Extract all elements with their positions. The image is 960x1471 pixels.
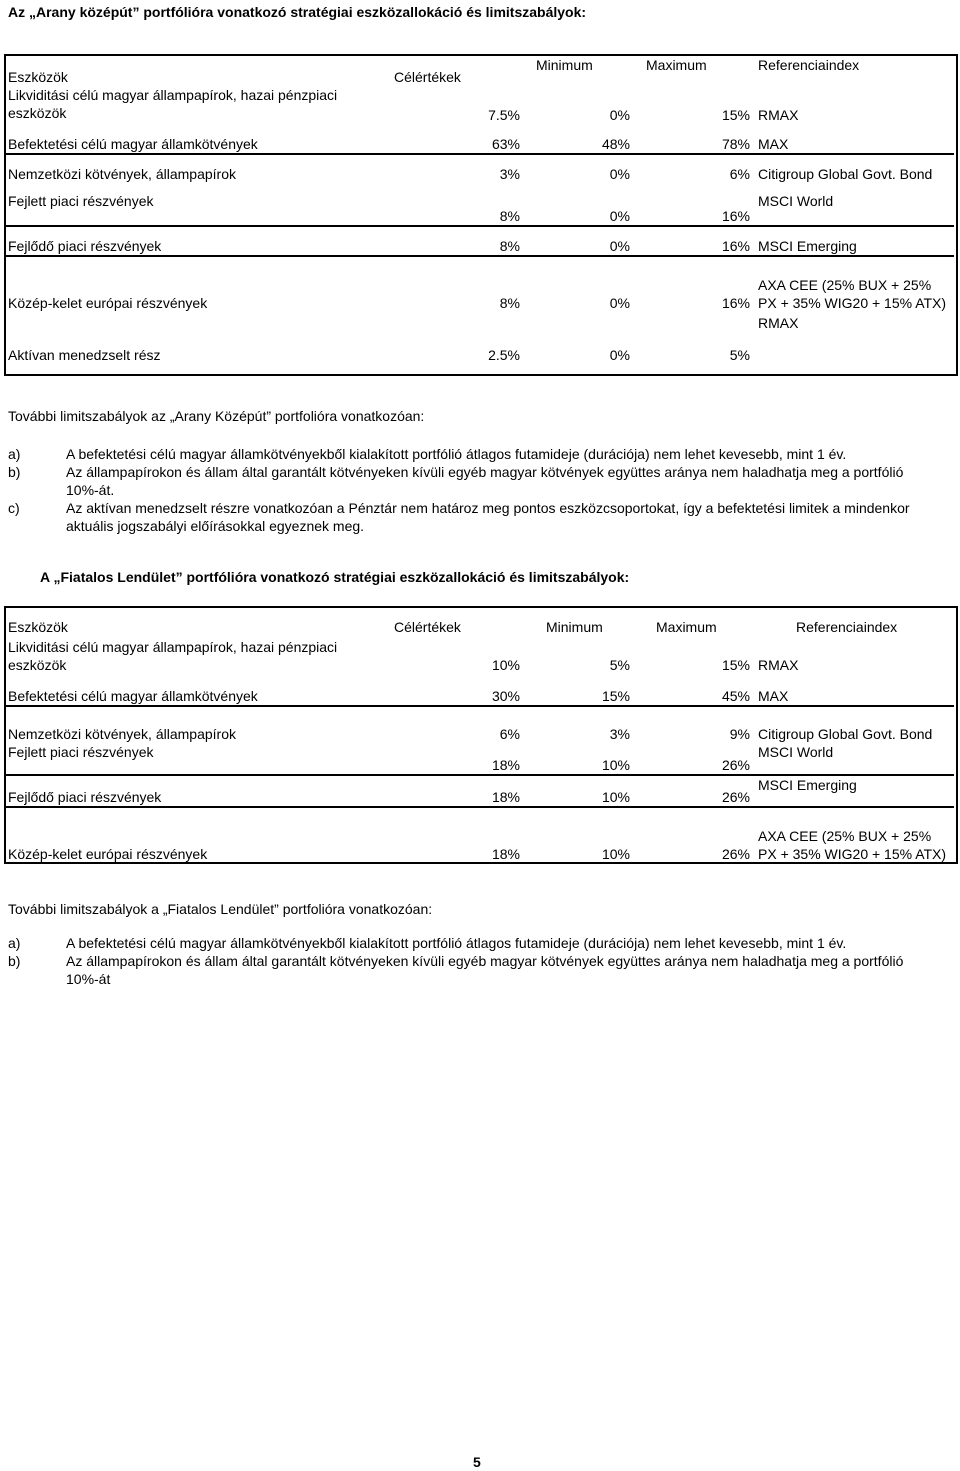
list-item <box>8 934 938 952</box>
table-row <box>4 775 954 807</box>
row-target: 30% <box>491 688 520 704</box>
row-min: 0% <box>524 226 634 256</box>
row-min: 10% <box>601 757 630 773</box>
row-ref: MSCI Emerging <box>754 775 954 807</box>
row-asset: Fejlődő piaci részvények <box>4 226 384 256</box>
row-max: 26% <box>634 807 754 863</box>
section1-allocation-table <box>4 56 954 364</box>
header-target: Célértékek <box>394 69 461 85</box>
section2-allocation-table <box>4 610 954 863</box>
row-asset: Likviditási célú magyar állampapírok, hazai pénzpiaci eszközök <box>8 639 338 673</box>
table-header-row <box>4 56 954 86</box>
row-target: 18% <box>384 807 524 863</box>
table-row <box>4 312 954 364</box>
row-max: 26% <box>721 757 750 773</box>
table-row <box>4 706 954 743</box>
row-target: 63% <box>491 136 520 152</box>
row-min: 10% <box>524 775 634 807</box>
header-target: Célértékek <box>394 619 461 635</box>
table-row <box>4 86 954 124</box>
row-min: 0% <box>609 208 630 224</box>
row-ref: AXA CEE (25% BUX + 25% PX + 35% WIG20 + 15% ATX) <box>754 807 954 863</box>
list-text: A befektetési célú magyar államkötvényekből kialakított portfólió átlagos futamideje (durációja) nem lehet kevesebb, mint 1 év. <box>66 446 847 462</box>
list-marker: a) <box>8 446 21 462</box>
row-max: 45% <box>721 688 750 704</box>
row-ref: Citigroup Global Govt. Bond <box>754 154 954 192</box>
list-item <box>8 499 938 535</box>
row-ref: MAX <box>758 688 789 704</box>
row-min: 3% <box>524 706 634 743</box>
row-ref: AXA CEE (25% BUX + 25% PX + 35% WIG20 + 15% ATX) <box>754 256 954 312</box>
section1-title: Az „Arany középút” portfólióra vonatkozó stratégiai eszközallokáció és limitszabályok: <box>8 4 587 20</box>
list-marker: b) <box>8 953 21 969</box>
table-row <box>4 636 954 674</box>
list-marker: c) <box>8 500 20 516</box>
row-ref: RMAX <box>758 315 799 331</box>
table-header-row <box>4 610 954 636</box>
row-asset: Nemzetközi kötvények, állampapírok <box>4 706 384 743</box>
row-asset: Befektetési célú magyar államkötvények <box>8 688 258 704</box>
row-min: 15% <box>601 688 630 704</box>
header-ref: Referenciaindex <box>758 57 860 73</box>
row-asset: Fejlődő piaci részvények <box>4 775 384 807</box>
row-target: 18% <box>384 775 524 807</box>
section1-limits-title: További limitszabályok az „Arany Középút” portfolióra vonatkozóan: <box>8 408 425 424</box>
row-min: 5% <box>609 657 630 673</box>
table-row <box>4 674 954 706</box>
list-text: A befektetési célú magyar államkötvényekből kialakított portfólió átlagos futamideje (durációja) nem lehet kevesebb, mint 1 év. <box>66 935 847 951</box>
row-target: 6% <box>384 706 524 743</box>
row-min: 0% <box>609 347 630 363</box>
row-min: 0% <box>609 107 630 123</box>
header-assets: Eszközök <box>8 619 68 635</box>
row-ref: MSCI World <box>758 744 834 760</box>
row-target: 10% <box>491 657 520 673</box>
header-ref: Referenciaindex <box>796 619 898 635</box>
table-row <box>4 124 954 154</box>
row-target: 8% <box>384 226 524 256</box>
row-asset: Aktívan menedzselt rész <box>8 347 161 363</box>
section2-limits-title: További limitszabályok a „Fiatalos Lendület” portfolióra vonatkozóan: <box>8 901 433 917</box>
row-min: 10% <box>524 807 634 863</box>
row-ref: MAX <box>758 136 789 152</box>
table-row <box>4 807 954 863</box>
row-max: 5% <box>729 347 750 363</box>
table-row <box>4 226 954 256</box>
row-max: 16% <box>634 226 754 256</box>
row-asset: Likviditási célú magyar állampapírok, hazai pénzpiaci eszközök <box>8 87 338 121</box>
list-text: Az aktívan menedzselt részre vonatkozóan a Pénztár nem határoz meg pontos eszközcsoportokat, így a befektetési limitek a mindenkor aktuális jogszabályi előírásokkal egyeznek meg. <box>66 500 910 534</box>
list-item <box>8 445 938 463</box>
row-min: 0% <box>524 256 634 312</box>
row-asset: Közép-kelet európai részvények <box>4 256 384 312</box>
row-ref: RMAX <box>758 657 799 673</box>
list-text: Az állampapírokon és állam által garantált kötvényeken kívüli egyéb magyar kötvények együttes aránya nem haladhatja meg a portfólió 10%-át. <box>66 464 904 498</box>
table-row <box>4 154 954 192</box>
row-ref: RMAX <box>758 107 799 123</box>
row-target: 8% <box>499 208 520 224</box>
list-text: Az állampapírokon és állam által garantált kötvényeken kívüli egyéb magyar kötvények együttes aránya nem haladhatja meg a portfólió 10%-át <box>66 953 904 987</box>
row-max: 9% <box>634 706 754 743</box>
section2-title: A „Fiatalos Lendület” portfólióra vonatkozó stratégiai eszközallokáció és limitszabályok: <box>40 569 630 585</box>
row-max: 6% <box>634 154 754 192</box>
table-row <box>4 743 954 775</box>
row-ref: Citigroup Global Govt. Bond <box>754 706 954 743</box>
table-row <box>4 256 954 312</box>
row-ref: MSCI World <box>758 193 834 209</box>
header-min: Minimum <box>536 57 593 73</box>
row-target: 7.5% <box>488 107 520 123</box>
list-marker: b) <box>8 464 21 480</box>
row-target: 3% <box>384 154 524 192</box>
row-max: 78% <box>721 136 750 152</box>
row-asset: Befektetési célú magyar államkötvények <box>8 136 258 152</box>
list-marker: a) <box>8 935 21 951</box>
page-number: 5 <box>473 1454 481 1470</box>
header-min: Minimum <box>546 619 603 635</box>
row-min: 0% <box>524 154 634 192</box>
row-target: 18% <box>491 757 520 773</box>
list-item <box>8 952 938 988</box>
row-max: 16% <box>721 208 750 224</box>
row-max: 26% <box>634 775 754 807</box>
table-row <box>4 192 954 226</box>
header-max: Maximum <box>656 619 717 635</box>
row-max: 16% <box>634 256 754 312</box>
row-target: 8% <box>384 256 524 312</box>
row-asset: Fejlett piaci részvények <box>8 193 154 209</box>
row-asset: Közép-kelet európai részvények <box>4 807 384 863</box>
row-target: 2.5% <box>488 347 520 363</box>
row-max: 15% <box>721 107 750 123</box>
list-item <box>8 463 938 499</box>
row-min: 48% <box>601 136 630 152</box>
row-asset: Nemzetközi kötvények, állampapírok <box>4 154 384 192</box>
row-asset: Fejlett piaci részvények <box>8 744 154 760</box>
header-max: Maximum <box>646 57 707 73</box>
header-assets: Eszközök <box>8 69 68 85</box>
row-ref: MSCI Emerging <box>754 226 954 256</box>
row-max: 15% <box>721 657 750 673</box>
